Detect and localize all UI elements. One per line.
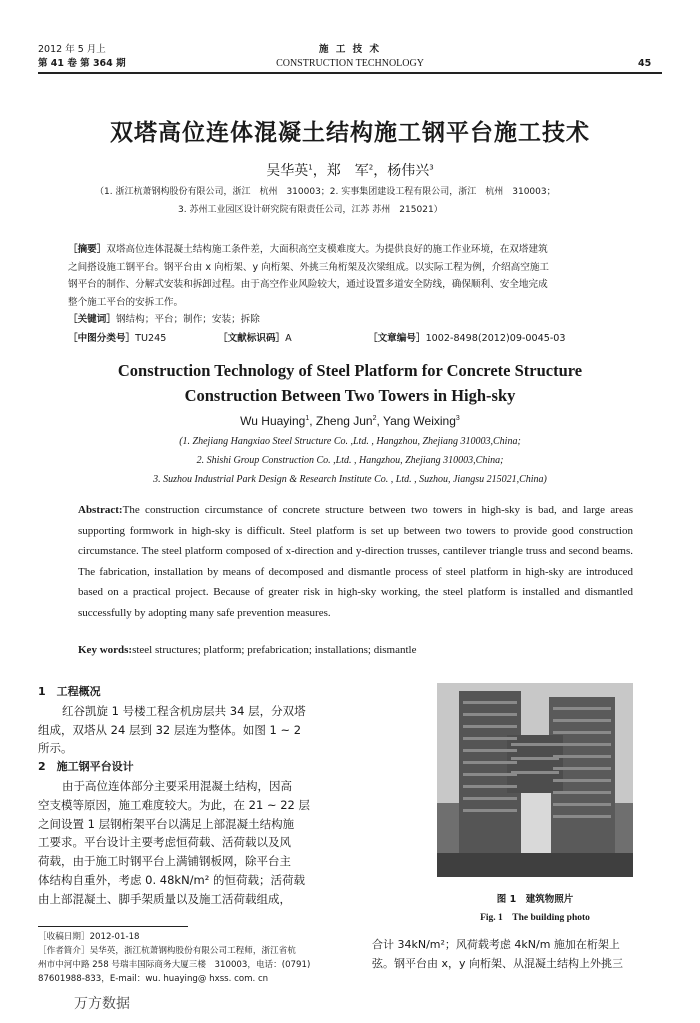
journal-title-cn: 施 工 技 术 [319,44,381,55]
page-number: 45 [638,58,652,69]
abstract-en: Abstract:The construction circumstance of concrete structure between two towers in high-sky is bad, and large areas supporting formwork in high-sky is difficult. Steel platform is set up between two towers to provide good construction circumstance. The steel platform composed of x-direction and y-direction trusses, cantilever triangle truss and second beams. The fabrication, installation by means of decomposed and dismantle process of steel platform in high-sky are introduced based on a practical project. Because of greater risk in high-sky working, the steel platform is installed and dismantled successfully by adopting many safe prevention measures. [78,504,633,619]
footnote: ［收稿日期］2012-01-18 ［作者简介］吴华英，浙江杭萧钢构股份有限公司工程师，浙江省杭 州市中河中路 258 号瑞丰国际商务大厦三楼 310003，电话：(0791) 87601988-833，E-mail：wu. huaying@ hxss. com. cn [38,932,311,984]
affiliation-en-2: 2. Shishi Group Construction Co. ,Ltd. , Hangzhou, Zhejiang 310003,China; [196,455,504,466]
authors-en: Wu Huaying$^1$, Zheng Jun$^2$, Yang Weixing$^3$ [240,414,460,428]
figure-caption-en: Fig. 1 The building photo [480,913,590,923]
affiliation-cn-2: 3. 苏州工业园区设计研究院有限责任公司，江苏 苏州 215021） [178,205,443,215]
authors-cn: 吴华英$^1$，郑 军$^2$，杨伟兴$^3$ [266,163,434,179]
body-left-column: 1 工程概况 红谷凯旋 1 号楼工程含机房层共 34 层，分双塔 组成，双塔从 24 层到 32 层连为整体。如图 1 ~ 2 所示。 2 施工钢平台设计 由于高位连体部分主要采用混凝土结构，因高 空支模等原因，施工难度较大。为此，在 21 ~ 22 层 之间设置 1 层钢桁架平台以满足上部混凝土结构施 工要求。平台设计主要考虑恒荷载、活荷载以及风 荷载，由于施工时钢平台上满铺钢板网，除平台主 体结构自重外，考虑 0. 48kN/m² 的恒荷载；活荷载 由上部混凝土、脚手架质量以及施工活荷载组成， [38,683,368,909]
watermark: 万方数据 [74,996,130,1012]
journal-title-en: CONSTRUCTION TECHNOLOGY [276,58,424,69]
affiliation-cn-1: （1. 浙江杭萧钢构股份有限公司，浙江 杭州 310003；2. 实事集团建设工程有限公司，浙江 杭州 310003； [95,187,556,197]
title-en-line-2: Construction Between Two Towers in High-sky [184,386,516,405]
body-right-column: 合计 34kN/m²；风荷载考虑 4kN/m 施加在桁架上 弦。钢平台由 x，y 向桁架、从混凝土结构上外挑三 [372,938,624,970]
header-volume: 第 41 卷 第 364 期 [38,58,126,69]
section-1-heading: 1 工程概况 [38,685,101,698]
abstract-cn: ［摘要］双塔高位连体混凝土结构施工条件差，大面积高空支模难度大。为提供良好的施工作业环境，在双塔建筑 之间搭设施工钢平台。钢平台由 x 向桁架、y 向桁架、外挑三角桁架及次梁组成。以实际工程为例，介绍高空施工 钢平台的制作、分解式安装和拆卸过程。由于高空作业风险较大，通过设置多道安全防线，确保顺利、安全地完成 整个施工平台的安拆工作。 ［关键词］钢结构；平台；制作；安装；拆除 [68,244,550,325]
section-2-heading: 2 施工钢平台设计 [38,760,134,774]
affiliation-en-3: 3. Suzhou Industrial Park Design & Research Institute Co. , Ltd. , Suzhou, Jiangsu 215021,China) [153,474,547,485]
figure-caption-cn: 图 1 建筑物照片 [496,894,574,905]
title-cn: 双塔高位连体混凝土结构施工钢平台施工技术 [110,120,590,146]
header-date: 2012 年 5 月上 [38,44,106,55]
keywords-en: Key words:steel structures; platform; prefabrication; installations; dismantle [78,644,417,656]
title-en-line-1: Construction Technology of Steel Platform for Concrete Structure [117,361,583,380]
header-rule [38,72,662,74]
footnote-rule [38,926,188,927]
building-photo [437,683,633,877]
affiliation-en-1: (1. Zhejiang Hangxiao Steel Structure Co. ,Ltd. , Hangzhou, Zhejiang 310003,China; [179,436,521,447]
